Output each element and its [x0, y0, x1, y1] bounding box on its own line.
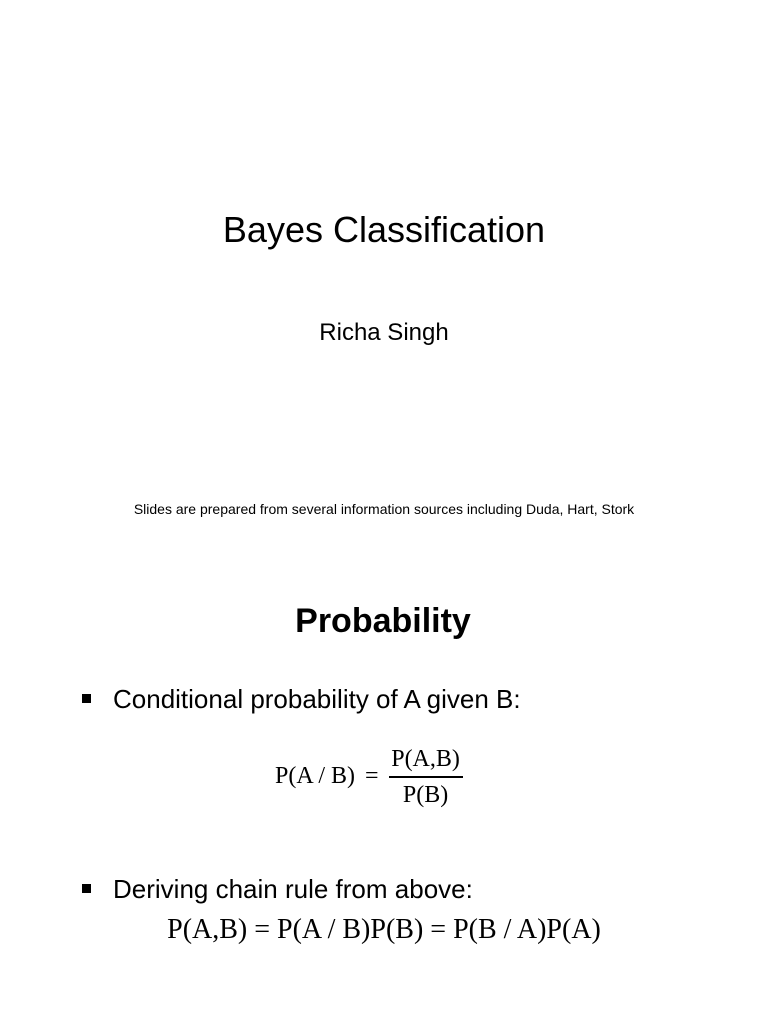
formula-fraction: [389, 745, 463, 809]
chain-rule-formula: P(A,B) = P(A / B)P(B) = P(B / A)P(A): [167, 914, 601, 945]
square-bullet-icon: [82, 694, 91, 703]
formula-equals: =: [365, 763, 379, 790]
formula-numerator: P(A,B): [391, 746, 460, 772]
bullet-text: Conditional probability of A given B:: [113, 684, 521, 714]
slide-heading: Probability: [295, 602, 471, 640]
bullet-item: [82, 683, 742, 715]
bullet-text: Deriving chain rule from above:: [113, 874, 473, 904]
author-name: Richa Singh: [319, 319, 449, 346]
bullet-item: [82, 873, 742, 905]
conditional-probability-formula: [275, 745, 463, 809]
formula-denominator: P(B): [402, 781, 449, 808]
formula-lhs: P(A / B): [275, 763, 356, 790]
square-bullet-icon: [82, 884, 91, 893]
source-note: Slides are prepared from several information sources including Duda, Hart, Stork: [133, 501, 635, 517]
probability-slide: [0, 575, 768, 1024]
slide-title: Bayes Classification: [222, 209, 546, 250]
